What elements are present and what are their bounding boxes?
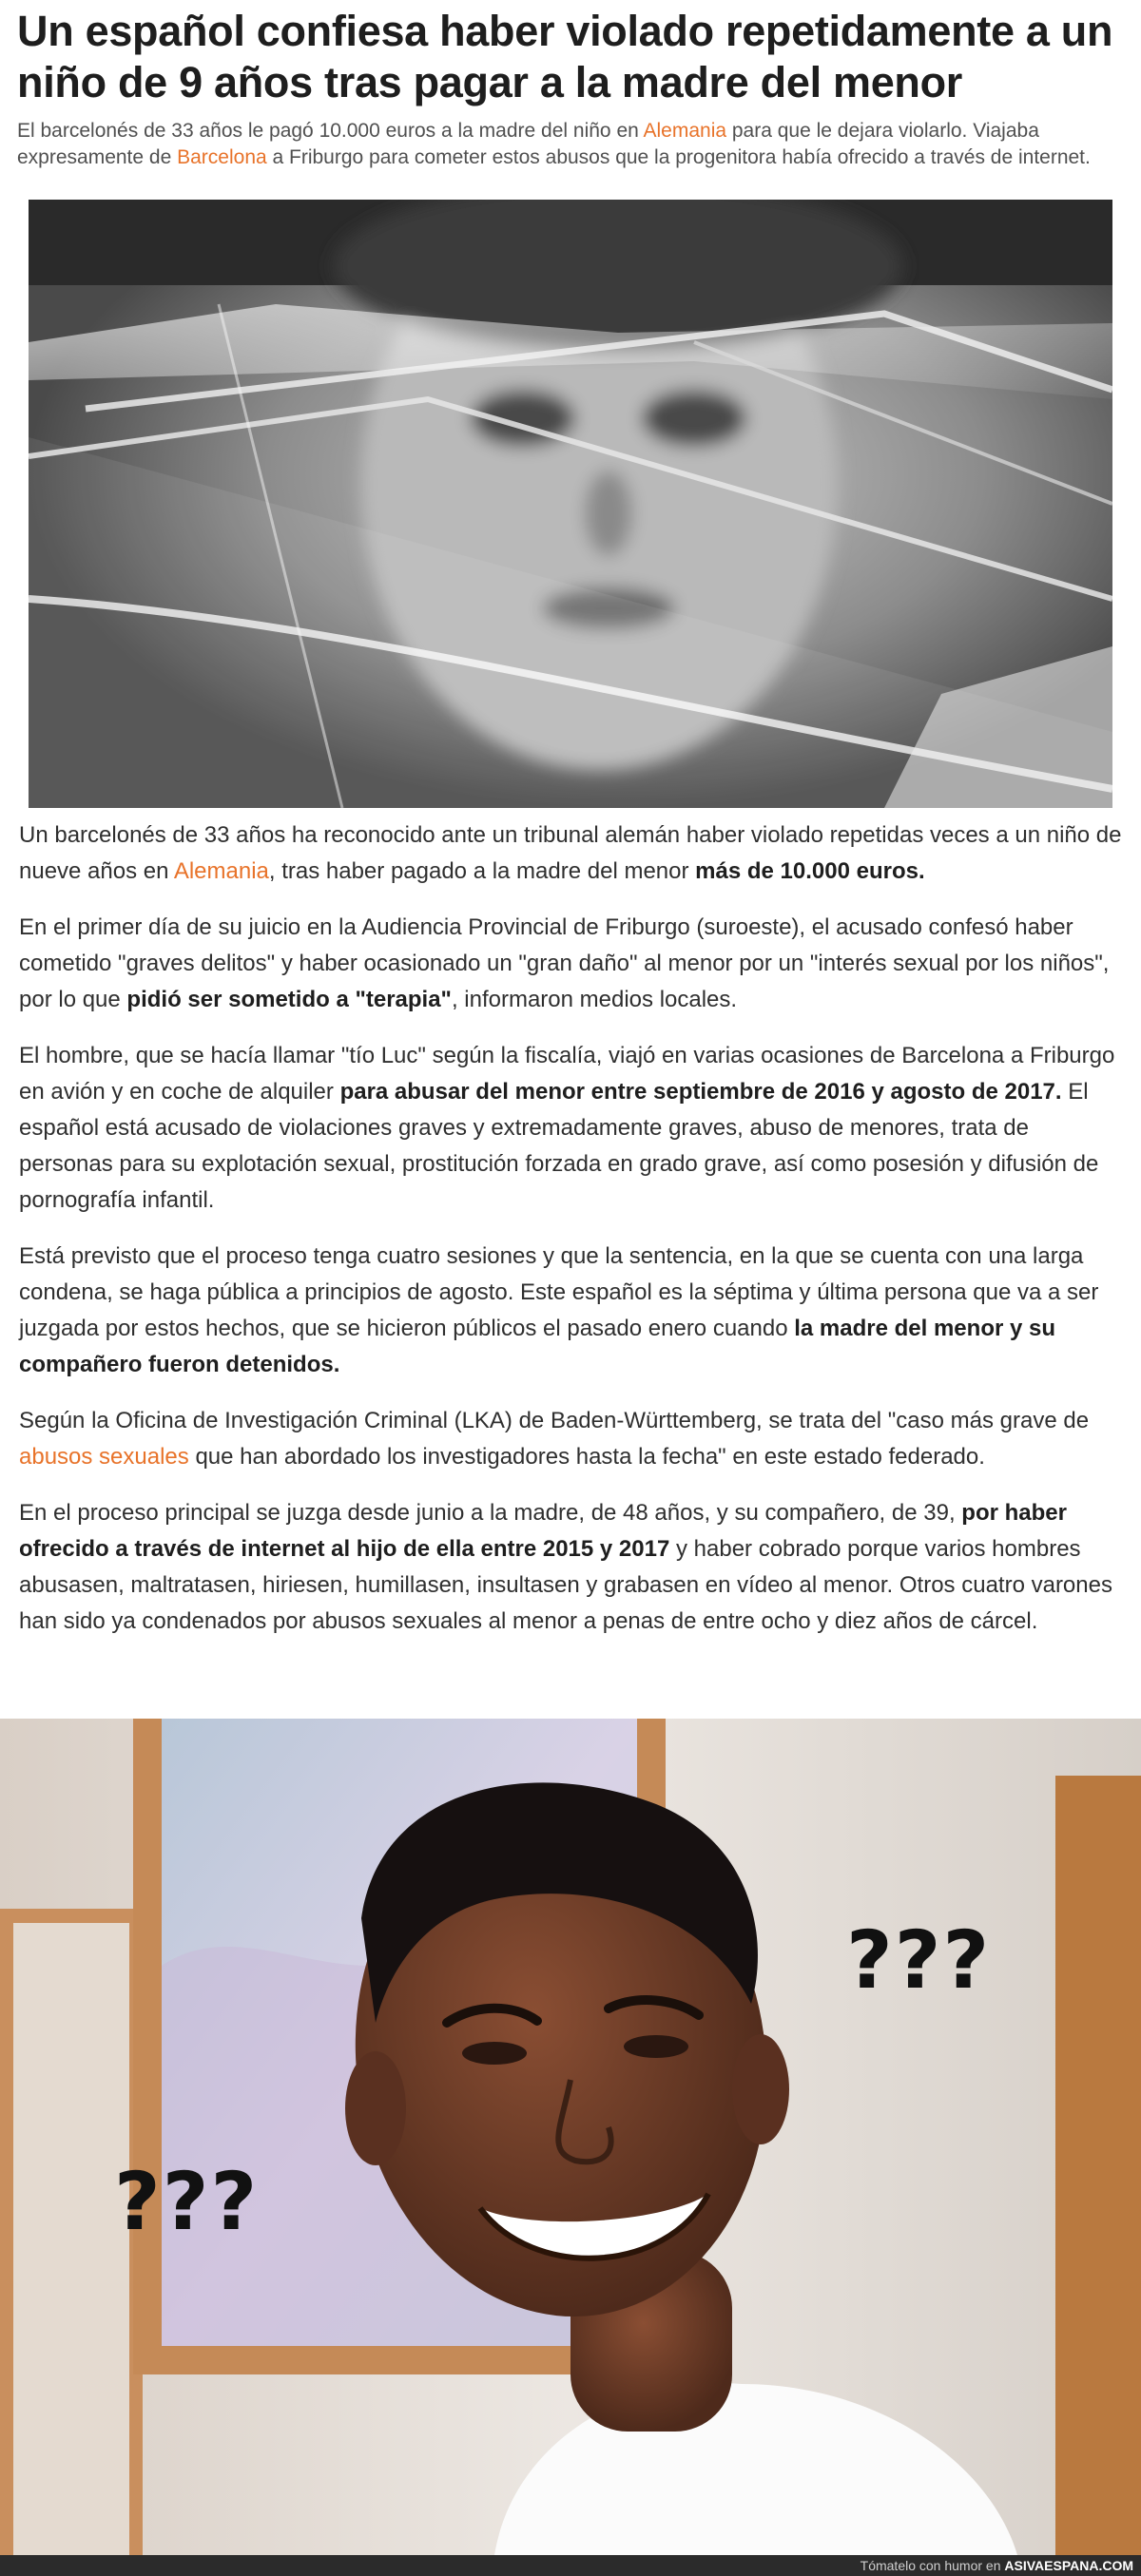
paragraph-3 (19, 1038, 1127, 1219)
lede-text-2: para que le dejara violarlo. Viajaba expresamente de (17, 120, 1039, 168)
p6-text-1: En el proceso principal se juzga desde junio a la madre, de 48 años, y su compañero, de 39, (19, 1500, 962, 1526)
lede (17, 118, 1125, 171)
link-alemania[interactable]: Alemania (643, 120, 727, 142)
site-footer (0, 2555, 1141, 2576)
p1-text-2: , tras haber pagado a la madre del menor (268, 858, 696, 884)
cracked-glass-image (29, 200, 1112, 808)
p4-bold: la madre del menor y su compañero fueron detenidos. (19, 1316, 1056, 1377)
lede-text-1: El barcelonés de 33 años le pagó 10.000 euros a la madre del niño en (17, 120, 644, 142)
p4-text-1: Está previsto que el proceso tenga cuatro sesiones y que la sentencia, en la que se cuenta con una larga condena, se haga pública a principios de agosto. Este español es la séptima y última persona que va a ser juzgada por estos hechos, que se hicieron públicos el pasado enero cuando (19, 1243, 1099, 1341)
p5-text-1: Según la Oficina de Investigación Criminal (LKA) de Baden-Württemberg, se trata del "caso más grave de (19, 1408, 1090, 1433)
p6-bold: por haber ofrecido a través de internet al hijo de ella entre 2015 y 2017 (19, 1500, 1067, 1562)
paragraph-4 (19, 1239, 1127, 1383)
article-body (19, 817, 1127, 1660)
paragraph-2 (19, 910, 1127, 1018)
footer-tagline: Tómatelo con humor en (860, 2558, 1005, 2573)
p6-text-2: y haber cobrado porque varios hombres abusasen, maltratasen, hiriesen, humillasen, insultasen y grabasen en vídeo al menor. Otros cuatro varones han sido ya condenados por abusos sexuales al menor a penas de entre ocho y diez años de cárcel. (19, 1536, 1112, 1634)
headline: Un español confiesa haber violado repetidamente a un niño de 9 años tras pagar a la madre del menor (17, 7, 1113, 106)
meme-illustration (0, 1719, 1141, 2555)
paragraph-1 (19, 817, 1127, 890)
question-marks-left: ??? (114, 2155, 260, 2248)
paragraph-5 (19, 1403, 1127, 1475)
lede-text-3: a Friburgo para cometer estos abusos que la progenitora había ofrecido a través de internet. (266, 146, 1091, 168)
confused-meme (0, 1719, 1141, 2555)
p3-text-2: El español está acusado de violaciones graves y extremadamente graves, abuso de menores, trata de personas para su explotación sexual, prostitución forzada en grado grave, así como posesión y difusión de pornografía infantil. (19, 1079, 1099, 1213)
p1-bold: más de 10.000 euros. (695, 858, 925, 884)
p2-bold: pidió ser sometido a "terapia" (126, 987, 452, 1012)
p2-text-2: , informaron medios locales. (451, 987, 738, 1012)
link-barcelona[interactable]: Barcelona (177, 146, 267, 168)
p1-text-1: Un barcelonés de 33 años ha reconocido ante un tribunal alemán haber violado repetidas veces a un niño de nueve años en (19, 822, 1122, 884)
link-abusos-sexuales[interactable]: abusos sexuales (19, 1444, 189, 1470)
link-alemania-body[interactable]: Alemania (173, 858, 269, 884)
p3-bold: para abusar del menor entre septiembre de 2016 y agosto de 2017. (339, 1079, 1062, 1105)
p2-text-1: En el primer día de su juicio en la Audiencia Provincial de Friburgo (suroeste), el acusado confesó haber cometido "graves delitos" y haber ocasionado un "gran daño" al menor por un "interés sexual por los niños", por lo que (19, 914, 1110, 1012)
article-photo (29, 200, 1112, 808)
p5-text-2: que han abordado los investigadores hasta la fecha" en este estado federado. (188, 1444, 985, 1470)
footer-brand-link[interactable]: ASIVAESPANA.COM (1004, 2558, 1133, 2573)
question-marks-right: ??? (846, 1913, 992, 2007)
paragraph-6 (19, 1495, 1127, 1640)
p3-text-1: El hombre, que se hacía llamar "tío Luc" según la fiscalía, viajó en varias ocasiones de Barcelona a Friburgo en avión y en coche de alquiler (19, 1043, 1115, 1105)
